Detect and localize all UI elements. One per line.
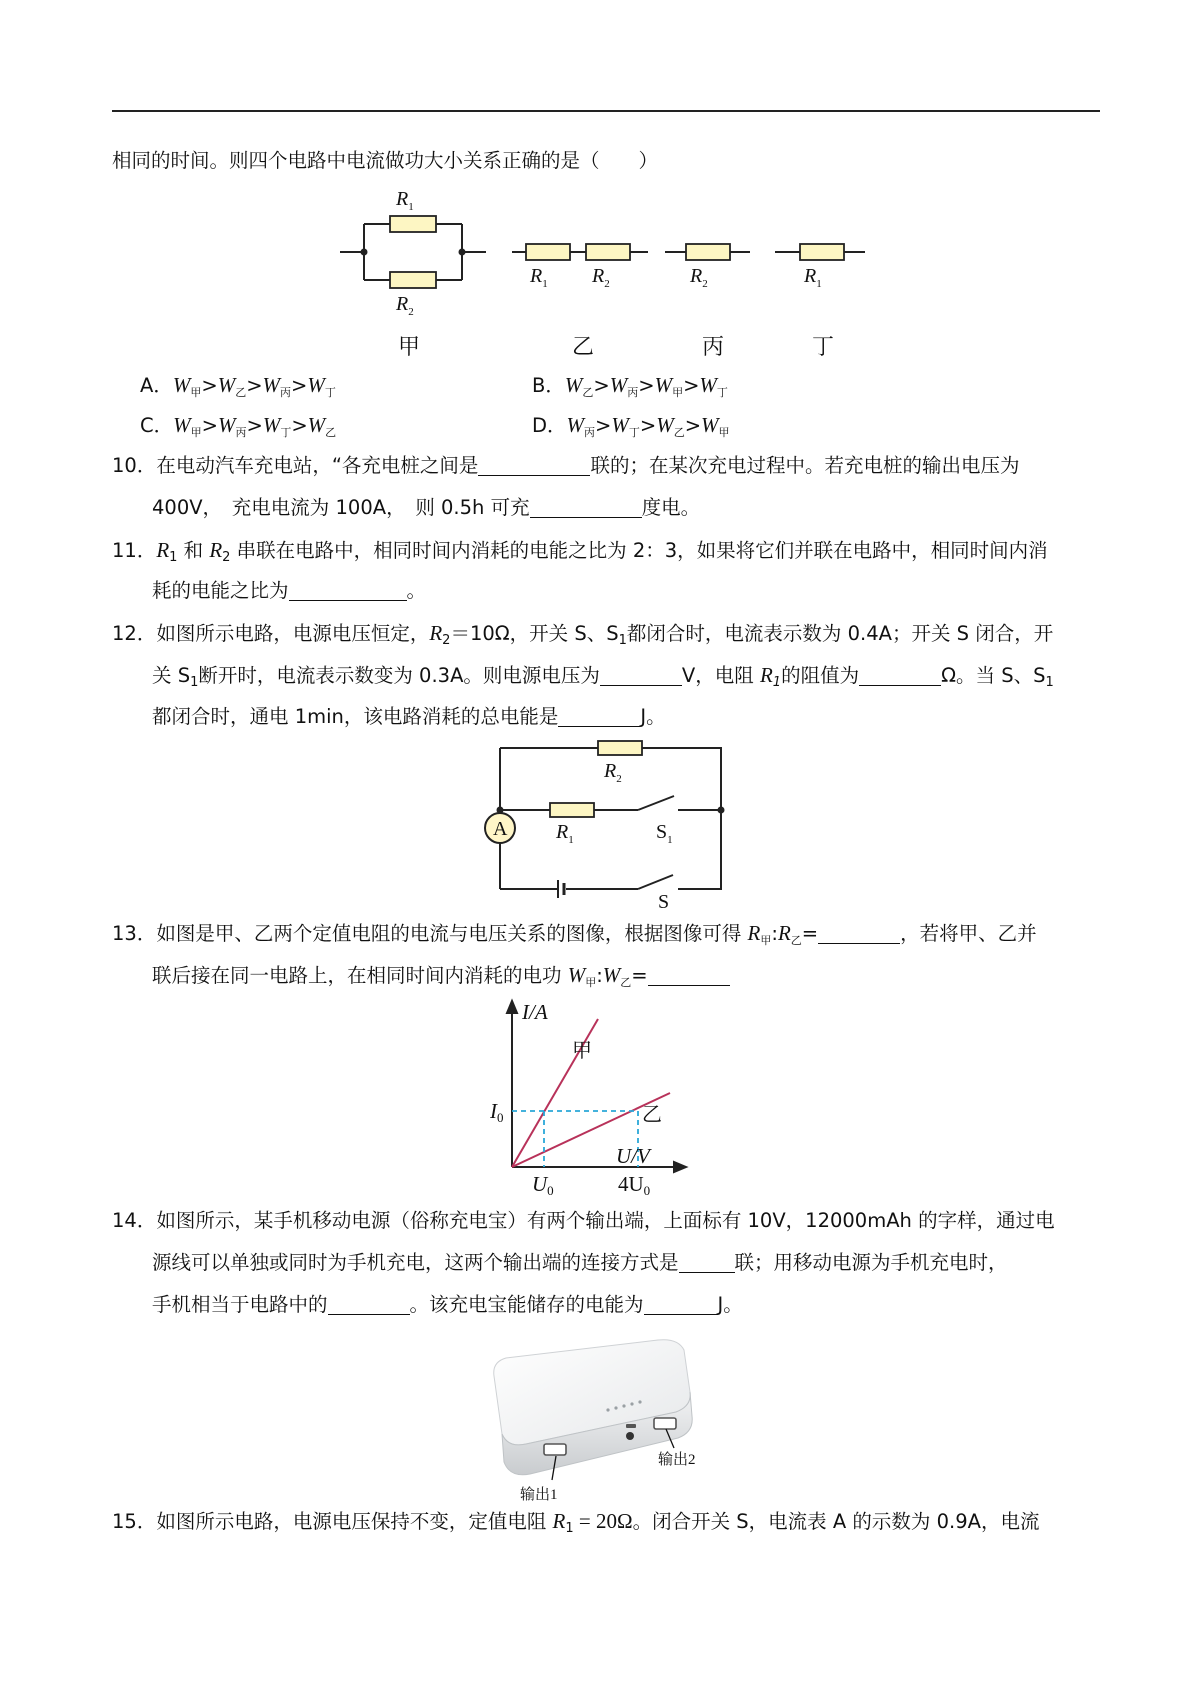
- q10-blank-1[interactable]: [478, 453, 590, 476]
- resistor-r2: [598, 741, 642, 755]
- label-r1: $R_1$: [556, 821, 574, 846]
- resistor-r1: [550, 803, 594, 817]
- caption-ding: 丁: [812, 335, 835, 360]
- header-rule: [112, 110, 1100, 112]
- y-axis-arrow-icon: [507, 1001, 517, 1013]
- usb-port-2-icon: [654, 1418, 676, 1429]
- q11-line-1: 11．$R_1$ 和 $R_2$ 串联在电路中，相同时间内消耗的电能之比为 2：3，如果将它们并联在电路中，相同时间内消: [112, 538, 1048, 565]
- q9-text: 相同的时间。则四个电路中电流做功大小关系正确的是（ ）: [112, 149, 659, 172]
- label-r2-yi: $R_2$: [592, 265, 610, 290]
- label-r2: $R_2$: [604, 760, 622, 785]
- q11-blank[interactable]: [289, 578, 407, 601]
- q13-blank-2[interactable]: [648, 963, 730, 986]
- q12-line-1: 12．如图所示电路，电源电压恒定，$R_2=10\Omega$，开关 S、$S_1$都闭合时，电流表示数为 0.4A；开关 S 闭合，开: [112, 621, 1054, 648]
- q14-blank-1[interactable]: [679, 1250, 735, 1273]
- q13-blank-1[interactable]: [818, 921, 900, 944]
- caption-bing: 丙: [702, 335, 725, 360]
- q9-circuit-figure: [330, 180, 890, 320]
- option-d: D．$W_丙>W_丁>W_乙>W_甲$: [532, 413, 730, 439]
- q13-line-1: 13．如图是甲、乙两个定值电阻的电流与电压关系的图像，根据图像可得 $R_甲:R_乙=$ ，若将甲、乙并: [112, 921, 1037, 947]
- q12-blank-3[interactable]: [558, 704, 640, 727]
- q10-line-1: 10．在电动汽车充电站，“各充电桩之间是 联的；在某次充电过程中。若充电桩的输出电压为: [112, 454, 1020, 477]
- label-r2-bing: $R_2$: [690, 265, 708, 290]
- caption-yi: 乙: [572, 335, 595, 360]
- usb-port-1-icon: [544, 1444, 566, 1455]
- option-a: A．$W_甲>W_乙>W_丙>W_丁$: [140, 373, 336, 399]
- option-b: B．$W_乙>W_丙>W_甲>W_丁$: [532, 373, 728, 399]
- q14-blank-2[interactable]: [328, 1292, 410, 1315]
- q11-line-2: 耗的电能之比为 。: [152, 579, 427, 602]
- label-r1-yi: $R_1$: [530, 265, 548, 290]
- power-bank-image: [486, 1336, 736, 1502]
- label-u0: U0: [532, 1172, 554, 1195]
- q10-blank-2[interactable]: [530, 495, 642, 518]
- q14-line-3: 手机相当于电路中的 。该充电宝能储存的电能为 J。: [152, 1293, 743, 1316]
- graph-label-yi: 乙: [642, 1104, 662, 1126]
- graph-label-jia: 甲: [572, 1040, 592, 1062]
- q15-line-1: 15．如图所示电路，电源电压保持不变，定值电阻 $R_1 = 20\Omega$。闭合开关 S，电流表 A 的示数为 0.9A，电流: [112, 1509, 1040, 1536]
- q13-iv-graph: [490, 995, 720, 1195]
- q12-blank-2[interactable]: [859, 663, 941, 686]
- x-axis-label: U/V: [616, 1144, 650, 1168]
- q10-line-2: 400V， 充电电流为 100A， 则 0.5h 可充 度电。: [152, 496, 701, 519]
- label-r2-jia: $R_2$: [396, 293, 414, 318]
- q12-line-2: 关 $S_1$断开时，电流表示数变为 0.3A。则电源电压为 V，电阻 $R_1$的阻值为 Ω。当 S、$S_1$: [152, 663, 1054, 690]
- label-output-1: 输出1: [520, 1487, 558, 1502]
- q12-line-3: 都闭合时，通电 1min，该电路消耗的总电能是 J。: [152, 705, 666, 728]
- y-axis-label: I/A: [522, 1000, 548, 1024]
- label-s: S: [658, 891, 670, 908]
- label-s1: $S_1$: [656, 821, 673, 846]
- label-r1-jia: $R_1$: [396, 188, 414, 213]
- q14-line-1: 14．如图所示，某手机移动电源（俗称充电宝）有两个输出端，上面标有 10V，12000mAh 的字样，通过电: [112, 1209, 1055, 1232]
- label-r1-ding: $R_1$: [804, 265, 822, 290]
- x-axis-arrow-icon: [674, 1162, 686, 1172]
- label-i0: I0: [490, 1099, 504, 1125]
- label-4u0: 4U0: [618, 1172, 651, 1195]
- q14-line-2: 源线可以单独或同时为手机充电，这两个输出端的连接方式是 联；用移动电源为手机充电时，: [152, 1251, 1008, 1274]
- caption-jia: 甲: [398, 335, 421, 360]
- q14-blank-3[interactable]: [644, 1292, 718, 1315]
- label-output-2: 输出2: [658, 1452, 696, 1468]
- q13-line-2: 联后接在同一电路上，在相同时间内消耗的电功 $W_甲:W_乙=$: [152, 960, 730, 998]
- option-c: C．$W_甲>W_丙>W_丁>W_乙$: [140, 413, 337, 439]
- ammeter-label: A: [493, 818, 508, 840]
- q12-circuit-figure: [478, 738, 738, 908]
- q12-blank-1[interactable]: [600, 663, 682, 686]
